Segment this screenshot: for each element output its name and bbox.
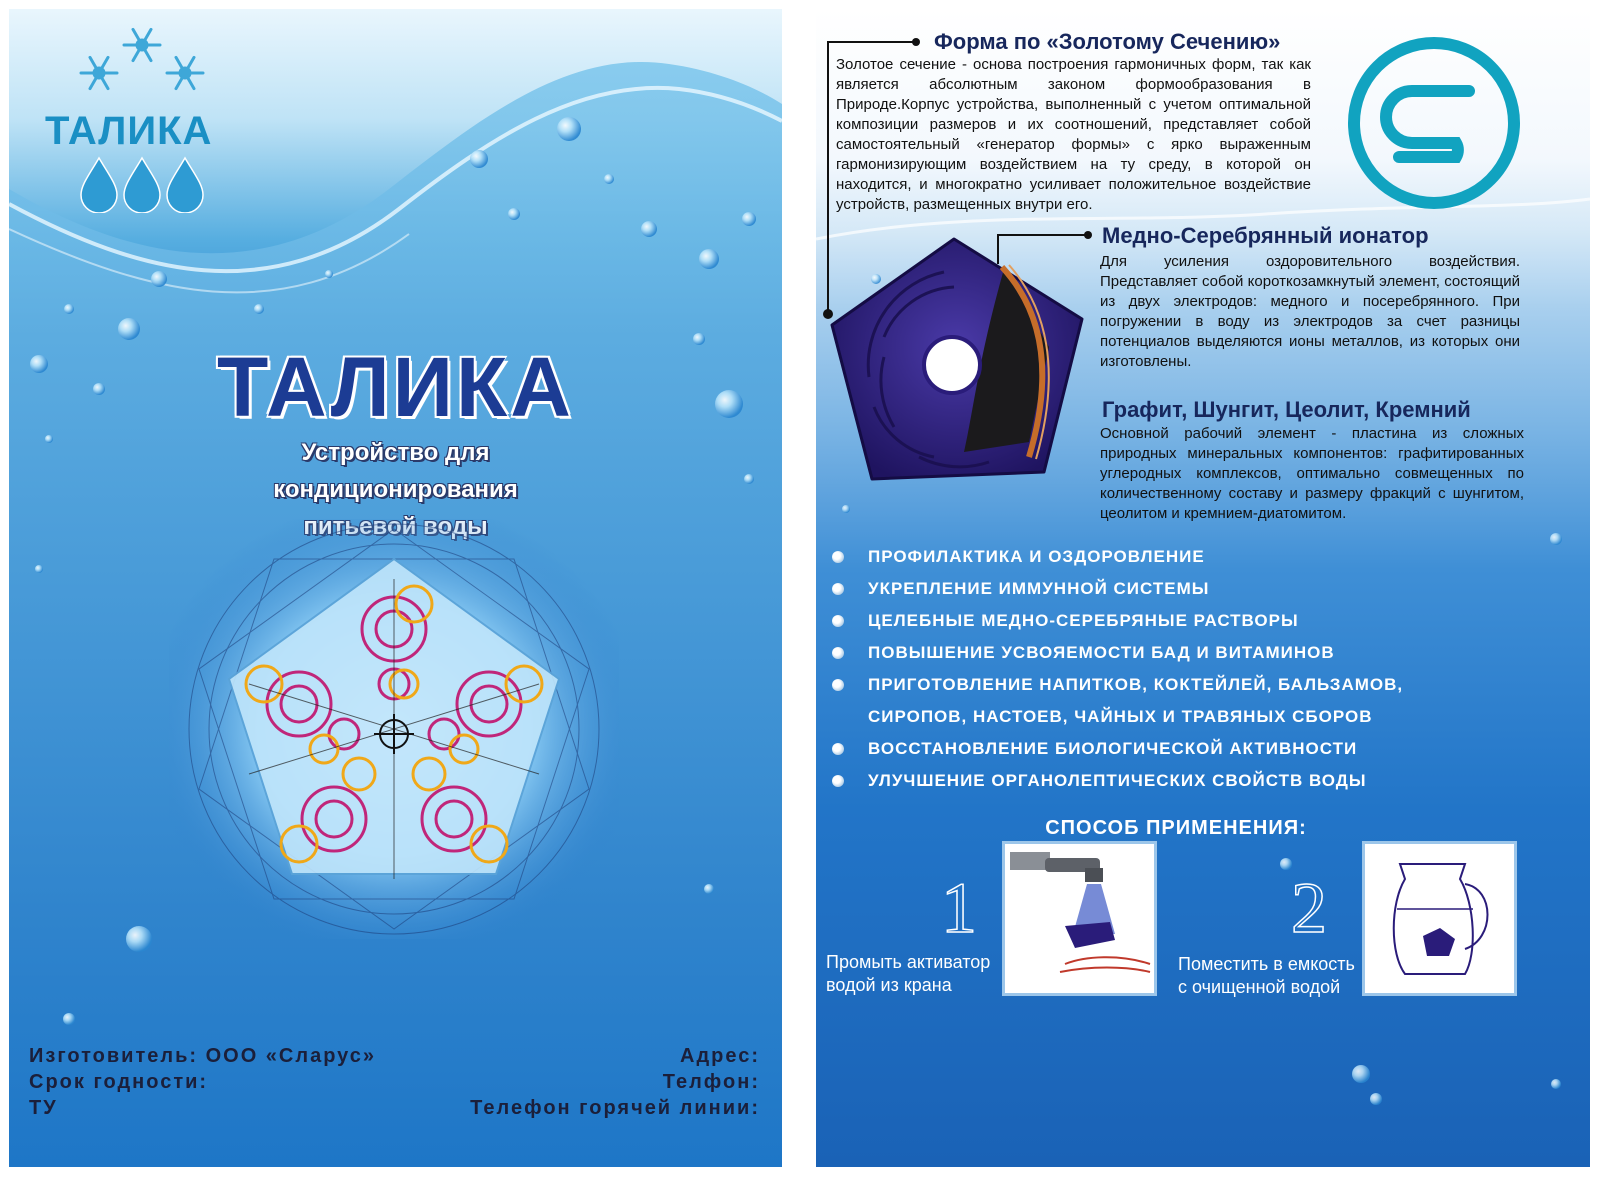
- phone-label: Телфон:: [662, 1071, 760, 1093]
- step-line: водой из крана: [826, 975, 952, 995]
- ionizer-text: Для усиления оздоровительного воздействия. Представляет собой короткозамкнутый элемент, состоящий из двух электродов: медного и посеребрянного. При погружении в воду из электродов за счет разницы потенциалов выделяются ионы металлов, из которых они изготовлены.: [1100, 253, 1520, 370]
- address-label: Адрес:: [680, 1045, 760, 1067]
- minerals-title: Графит, Шунгит, Цеолит, Кремний: [1102, 397, 1471, 422]
- step-number: 1: [941, 868, 977, 948]
- step-line: Промыть активатор: [826, 952, 991, 972]
- faucet-icon: [1005, 844, 1154, 993]
- brand-logo: [39, 23, 249, 213]
- usage-title: СПОСОБ ПРИМЕНЕНИЯ:: [1045, 817, 1307, 839]
- device-image: [824, 227, 1104, 497]
- benefit-text: ПРИГОТОВЛЕНИЕ НАПИТКОВ, КОКТЕЙЛЕЙ, БАЛЬЗАМОВ, СИРОПОВ, НАСТОЕВ, ЧАЙНЫХ И ТРАВЯНЫХ СБОРОВ: [868, 675, 1404, 726]
- bullet-icon: [832, 647, 844, 659]
- benefit-text: ПОВЫШЕНИЕ УСВОЯЕМОСТИ БАД И ВИТАМИНОВ: [868, 643, 1335, 662]
- bullet-icon: [832, 775, 844, 787]
- benefit-text: ВОССТАНОВЛЕНИЕ БИОЛОГИЧЕСКОЙ АКТИВНОСТИ: [868, 739, 1358, 758]
- bullet-icon: [832, 583, 844, 595]
- benefit-text: ПРОФИЛАКТИКА И ОЗДОРОВЛЕНИЕ: [868, 547, 1205, 566]
- water-drop-icon: [39, 153, 249, 213]
- golden-ratio-text: Золотое сечение - основа построения гармоничных форм, так как является абсолютным законом формообразования в Природе.Корпус устройства, выполненный с учетом оптимальной композиции размеров и их соотношений, представляет собой самостоятельный «генератор формы» с ярко выраженным гармонизирующим воздействием на ту среду, в которой он находится, и многократно усиливает положительное воздействие устройств, размещенных внутри его.: [836, 56, 1311, 213]
- expiry-label: Срок годности:: [29, 1071, 209, 1093]
- benefit-text: ЦЕЛЕБНЫЕ МЕДНО-СЕРЕБРЯНЫЕ РАСТВОРЫ: [868, 611, 1299, 630]
- benefit-item: [826, 669, 1486, 733]
- benefit-item: [826, 765, 1566, 797]
- benefits-list: [826, 541, 1566, 797]
- bullet-icon: [832, 551, 844, 563]
- logo-text: ТАЛИКА: [45, 109, 213, 153]
- jug-with-water-image: [1362, 841, 1517, 996]
- tu-label: ТУ: [29, 1097, 58, 1119]
- pentagon-mandala-image: [169, 519, 619, 939]
- hotline-label: Телефон горячей линии:: [470, 1097, 760, 1119]
- snowflake-icon: [39, 23, 249, 103]
- bullet-icon: [832, 743, 844, 755]
- product-title: ТАЛИКА: [217, 340, 574, 434]
- manufacturer-label: Изготовитель: ООО «Сларус»: [29, 1045, 377, 1067]
- benefit-item: [826, 541, 1566, 573]
- golden-ratio-title: Форма по «Золотому Сечению»: [934, 29, 1281, 54]
- bullet-icon: [832, 679, 844, 691]
- back-page: [816, 9, 1590, 1167]
- benefit-item: [826, 605, 1566, 637]
- benefit-text: УЛУЧШЕНИЕ ОРГАНОЛЕПТИЧЕСКИХ СВОЙСТВ ВОДЫ: [868, 771, 1367, 790]
- benefit-item: [826, 573, 1566, 605]
- minerals-text: Основной рабочий элемент - пластина из сложных природных минеральных компонентов: графитированных углеродных комплексов, оптимально совмещенных по количественному составу и размеру фракций с шунгитом, цеолитом и кремнием-диатомитом.: [1100, 425, 1524, 522]
- benefit-text: УКРЕПЛЕНИЕ ИММУННОЙ СИСТЕМЫ: [868, 579, 1210, 598]
- subtitle-line: Устройство для: [301, 439, 490, 466]
- step-number: 2: [1291, 868, 1327, 948]
- front-page: [9, 9, 782, 1167]
- subtitle-line: кондиционирования: [273, 476, 518, 503]
- step-text: [826, 951, 990, 997]
- rinse-under-tap-image: [1002, 841, 1157, 996]
- brand-s-logo-icon: [1344, 33, 1524, 213]
- benefit-item: [826, 637, 1566, 669]
- step-line: Поместить в емкость: [1178, 954, 1355, 974]
- jug-icon: [1365, 844, 1514, 993]
- ionizer-title: Медно-Серебрянный ионатор: [1102, 223, 1429, 248]
- step-text: [1178, 953, 1355, 999]
- step-line: с очищенной водой: [1178, 977, 1341, 997]
- benefit-item: [826, 733, 1566, 765]
- bullet-icon: [832, 615, 844, 627]
